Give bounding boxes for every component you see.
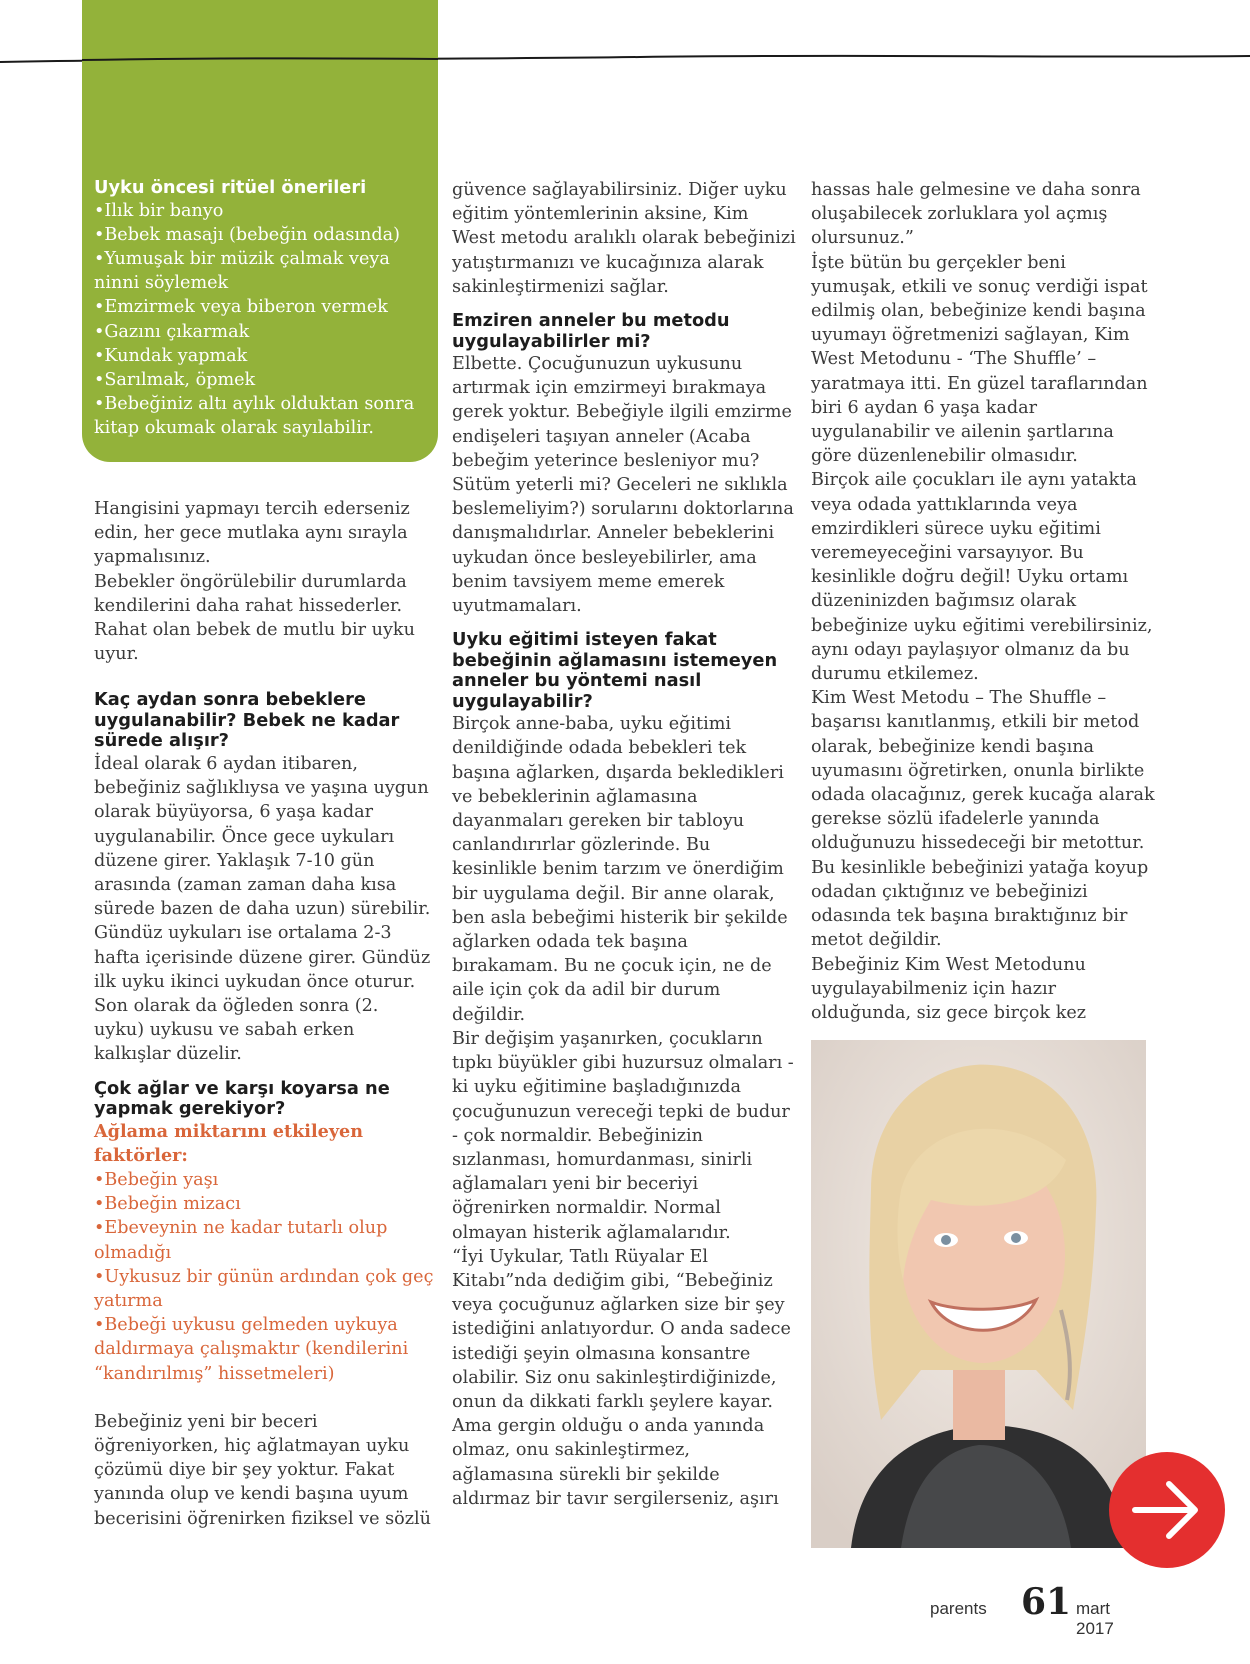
list-item: •Emzirmek veya biberon vermek (94, 297, 388, 318)
column-3 (811, 178, 1156, 1025)
list-item: •Gazını çıkarmak (94, 321, 250, 342)
list-item: •Kundak yapmak (94, 345, 248, 366)
arrow-right-icon (1109, 1452, 1225, 1568)
factor-item: •Bebeğin mizacı (94, 1194, 241, 1215)
factors-title: Ağlama miktarını etkileyen faktörler: (94, 1120, 364, 1166)
list-item: •Bebek masajı (bebeğin odasında) (94, 224, 400, 245)
list-item: •Ilık bir banyo (94, 200, 224, 221)
paragraph: Elbette. Çocuğunuzun uykusunu artırmak için emzirmeyi bırakmaya gerek yoktur. Bebeğiyle ilgili emzirme endişeleri taşıyan anneler (Acaba bebeğim yeterince besleniyor mu? Sütüm yeterli mi? Geceleri ne sıklıkla beslemeliyim?) sorularını doktorlarına danışmalıdırlar. Anneler bebeklerini uykudan önce besleyebilirler, ama benim tavsiyem meme emerek uyutmamaları. (452, 354, 794, 617)
factor-item: •Bebeğin yaşı (94, 1169, 219, 1190)
paragraph: İdeal olarak 6 aydan itibaren, bebeğiniz sağlıklıysa ve yaşına uygun olarak büyüyorsa, 6 yaşa kadar uygulanabilir. Önce gece uykuları düzene girer. Yaklaşık 7-10 gün arasında (zaman zaman daha kısa sürede bazen de daha uzun) sürebilir. Gündüz uykuları ise ortalama 2-3 hafta içerisinde düzene girer. Gündüz ilk uyku ikinci uykudan önce oturur. Son olarak da öğleden sonra (2. uyku) uykusu ve sabah erken kalkışlar düzelir. (94, 753, 431, 1065)
column-1 (94, 497, 434, 1531)
factor-item: •Uykusuz bir günün ardından çok geç yatırma (94, 1266, 434, 1311)
list-item: •Sarılmak, öpmek (94, 369, 256, 390)
paragraph: hassas hale gelmesine ve daha sonra oluşabilecek zorluklara yol açmış olursunuz.” (811, 180, 1141, 249)
next-page-button[interactable] (1109, 1452, 1225, 1568)
ritual-title: Uyku öncesi ritüel önerileri (94, 177, 367, 198)
paragraph: Hangisini yapmayı tercih ederseniz edin, her gece mutlaka aynı sırayla yapmalısınız. (94, 499, 410, 568)
list-item: •Bebeğiniz altı aylık olduktan sonra kitap okumak olarak sayılabilir. (94, 394, 415, 439)
section-heading: Çok ağlar ve karşı koyarsa ne yapmak gerekiyor? (94, 1077, 390, 1120)
paragraph: Kim West Metodu – The Shuffle – başarısı kanıtlanmış, etkili bir metod olarak, bebeğinize kendi başına uyumasını öğretirken, onunla birlikte odada olacağınız, gerek kucağa alarak gerekse sözlü ifadelerle yanında olduğunuzu hissedeceği bir metottur. Bu kesinlikle bebeğinizi yatağa koyup odadan çıktığınız ve bebeğinizi odasında tek başına bıraktığınız bir metot değildir. (811, 688, 1155, 951)
author-photo (811, 1040, 1146, 1548)
section-heading: Kaç aydan sonra bebeklere uygulanabilir? Bebek ne kadar sürede alışır? (94, 689, 400, 752)
paragraph: İşte bütün bu gerçekler beni yumuşak, etkili ve sonuç verdiği ispat edilmiş olan, bebeğinize kendi başına uyumayı öğretmenizi sağlayan, Kim West Metodunu - ‘The Shuffle’ – yaratmaya itti. En güzel taraflarından biri 6 aydan 6 yaşa kadar uygulanabilir ve ailenin şartlarına göre düzenlenebilir olmasıdır. (811, 252, 1148, 467)
page-footer (930, 1581, 1150, 1638)
column-2 (452, 178, 797, 1511)
paragraph: Bebeğiniz yeni bir beceri öğreniyorken, hiç ağlatmayan uyku çözümü diye bir şey yoktur. Fakat yanında olup ve kendi başına uyum becerisini öğrenirken fiziksel ve sözlü (94, 1411, 431, 1529)
magazine-name: parents (930, 1599, 987, 1618)
list-item: •Yumuşak bir müzik çalmak veya ninni söylemek (94, 248, 390, 294)
page-number: 61 (1021, 1581, 1072, 1623)
factor-item: •Ebeveynin ne kadar tutarlı olup olmadığı (94, 1218, 388, 1263)
ritual-list (94, 178, 434, 441)
section-heading: Uyku eğitimi isteyen fakat bebeğinin ağlamasını istemeyen anneler bu yöntemi nasıl uygulayabilir? (452, 629, 778, 712)
factor-item: •Bebeği uykusu gelmeden uykuya daldırmaya çalışmaktır (kendilerini “kandırılmış” hissetmeleri) (94, 1315, 409, 1384)
paragraph: Bebekler öngörülebilir durumlarda kendilerini daha rahat hissederler. Rahat olan bebek de mutlu bir uyku uyur. (94, 571, 415, 665)
paragraph: “İyi Uykular, Tatlı Rüyalar El Kitabı”nda dediğim gibi, “Bebeğiniz veya çocuğunuz ağlarken size bir şey istediğini anlatıyordur. O anda sadece istediği şeyin olmasına konsantre olabilir. Siz onu sakinleştirdiğinizde, onun da dikkati farklı şeylere kayar. Ama gergin olduğu o anda yanında olmaz, onu sakinleştirmez, ağlamasına sürekli bir şekilde aldırmaz bir tavır sergilerseniz, aşırı (452, 1246, 791, 1509)
paragraph: Bir değişim yaşanırken, çocukların tıpkı büyükler gibi huzursuz olmaları - ki uyku eğitimine başladığınızda çocuğunuzun vereceği tepki de budur - çok normaldir. Bebeğinizin sızlanması, homurdanması, sinirli ağlamaları yeni bir beceriyi öğrenirken normaldir. Normal olmayan histerik ağlamalarıdır. (452, 1028, 794, 1243)
paragraph: Birçok aile çocukları ile aynı yatakta veya odada yattıklarında veya emzirdikleri sürece uyku eğitimi veremeyeceğini varsayıyor. Bu kesinlikle doğru değil! Uyku ortamı düzeninizden bağımsız olarak bebeğinize uyku eğitimi verebilirsiniz, aynı odayı paylaşıyor olmanız da bu durumu etkilemez. (811, 470, 1153, 685)
section-heading: Emziren anneler bu metodu uygulayabilirler mi? (452, 310, 730, 352)
paragraph: Birçok anne-baba, uyku eğitimi denildiğinde odada bebekleri tek başına ağlarken, dışarda bekledikleri ve bebeklerinin ağlamasına dayanmaları gereken bir tabloyu canlandırırlar gözlerinde. Bu kesinlikle benim tarzım ve önerdiğim bir uygulama değil. Bir anne olarak, ben asla bebeğimi histerik bir şekilde ağlarken odada tek başına bırakamam. Bu ne çocuk için, ne de aile için çok da adil bir durum değildir. (452, 714, 788, 1025)
paragraph: güvence sağlayabilirsiniz. Diğer uyku eğitim yöntemlerinin aksine, Kim West metodu aralıklı olarak bebeğinizi yatıştırmanızı ve kucağınıza alarak sakinleştirmenizi sağlar. (452, 180, 796, 297)
paragraph: Bebeğiniz Kim West Metodunu uygulayabilmeniz için hazır olduğunda, siz gece birçok kez (811, 954, 1087, 1023)
issue-date: mart 2017 (1076, 1599, 1114, 1638)
